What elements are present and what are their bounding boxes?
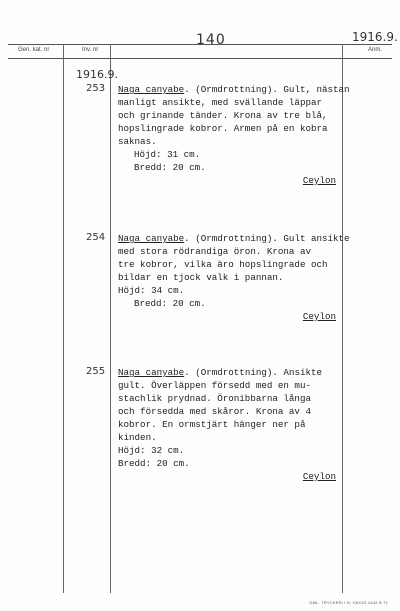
- entry-description-line: bildar en tjock valk i pannan.: [118, 272, 284, 283]
- page-number: 140: [196, 32, 226, 48]
- entry-height: Höjd: 32 cm.: [118, 445, 185, 456]
- entry-origin: Ceylon: [302, 311, 336, 322]
- entry-description-line: saknas.: [118, 136, 157, 147]
- entry-height: Höjd: 34 cm.: [118, 285, 185, 296]
- inv-number-255: 255: [86, 366, 106, 377]
- entry-description-line: och försedda med skåror. Krona av 4: [118, 406, 311, 417]
- catalog-entry-255: [118, 366, 344, 483]
- entry-height: Höjd: 31 cm.: [134, 149, 201, 160]
- entry-title: Naga canyabe: [118, 233, 185, 244]
- entry-description-line: manligt ansikte, med svällande läppar: [118, 97, 322, 108]
- catalog-entry-253: [118, 83, 350, 187]
- column-divider-2: [110, 44, 111, 593]
- column-header-inv-nr: Inv. nr: [82, 47, 99, 53]
- printer-stamp: GML. TRYCKERI I N. VÄXJÖ 2442 B 71: [309, 600, 388, 605]
- entry-description-line: stachlik prydnad. Öronibbarna långa: [118, 393, 311, 404]
- entry-description-line: hopslingrade kobror. Armen på en kobra: [118, 123, 328, 134]
- entry-description-line: kobror. En ormstjärt hänger ner på: [118, 419, 306, 430]
- entry-description-line: tre kobror, vilka äro hopslingrade och: [118, 259, 328, 270]
- entry-title: Naga canyabe: [118, 367, 185, 378]
- column-header-anm: Anm.: [368, 47, 383, 53]
- inv-number-253: 253: [86, 83, 106, 94]
- entry-width: Bredd: 20 cm.: [118, 458, 190, 469]
- entry-title: Naga canyabe: [118, 84, 185, 95]
- entry-first-line: Naga canyabe. (Ormdrottning). Gult ansikte: [118, 233, 350, 244]
- entry-origin: Ceylon: [302, 175, 336, 186]
- column-header-gen-kat-nr: Gen. kat. nr: [18, 47, 50, 53]
- entry-description-line: med stora rödrandiga öron. Krona av: [118, 246, 311, 257]
- entry-description-line: gult. Överläppen försedd med en mu-: [118, 380, 311, 391]
- entry-origin: Ceylon: [302, 471, 336, 482]
- catalog-entry-254: [118, 232, 350, 323]
- entry-first-line: Naga canyabe. (Ormdrottning). Gult, nästan: [118, 84, 350, 95]
- entry-first-line: Naga canyabe. (Ormdrottning). Ansikte: [118, 367, 323, 378]
- entry-description-line: kinden.: [118, 432, 157, 443]
- year-label: 1916.9.: [76, 68, 118, 81]
- header-date: 1916.9.: [352, 30, 398, 44]
- entry-description-line: och grinande tänder. Krona av tre blå,: [118, 110, 328, 121]
- column-divider-1: [63, 44, 64, 593]
- inv-number-254: 254: [86, 232, 106, 243]
- column-header-row: [8, 44, 392, 59]
- entry-width: Bredd: 20 cm.: [134, 298, 206, 309]
- entry-width: Bredd: 20 cm.: [134, 162, 206, 173]
